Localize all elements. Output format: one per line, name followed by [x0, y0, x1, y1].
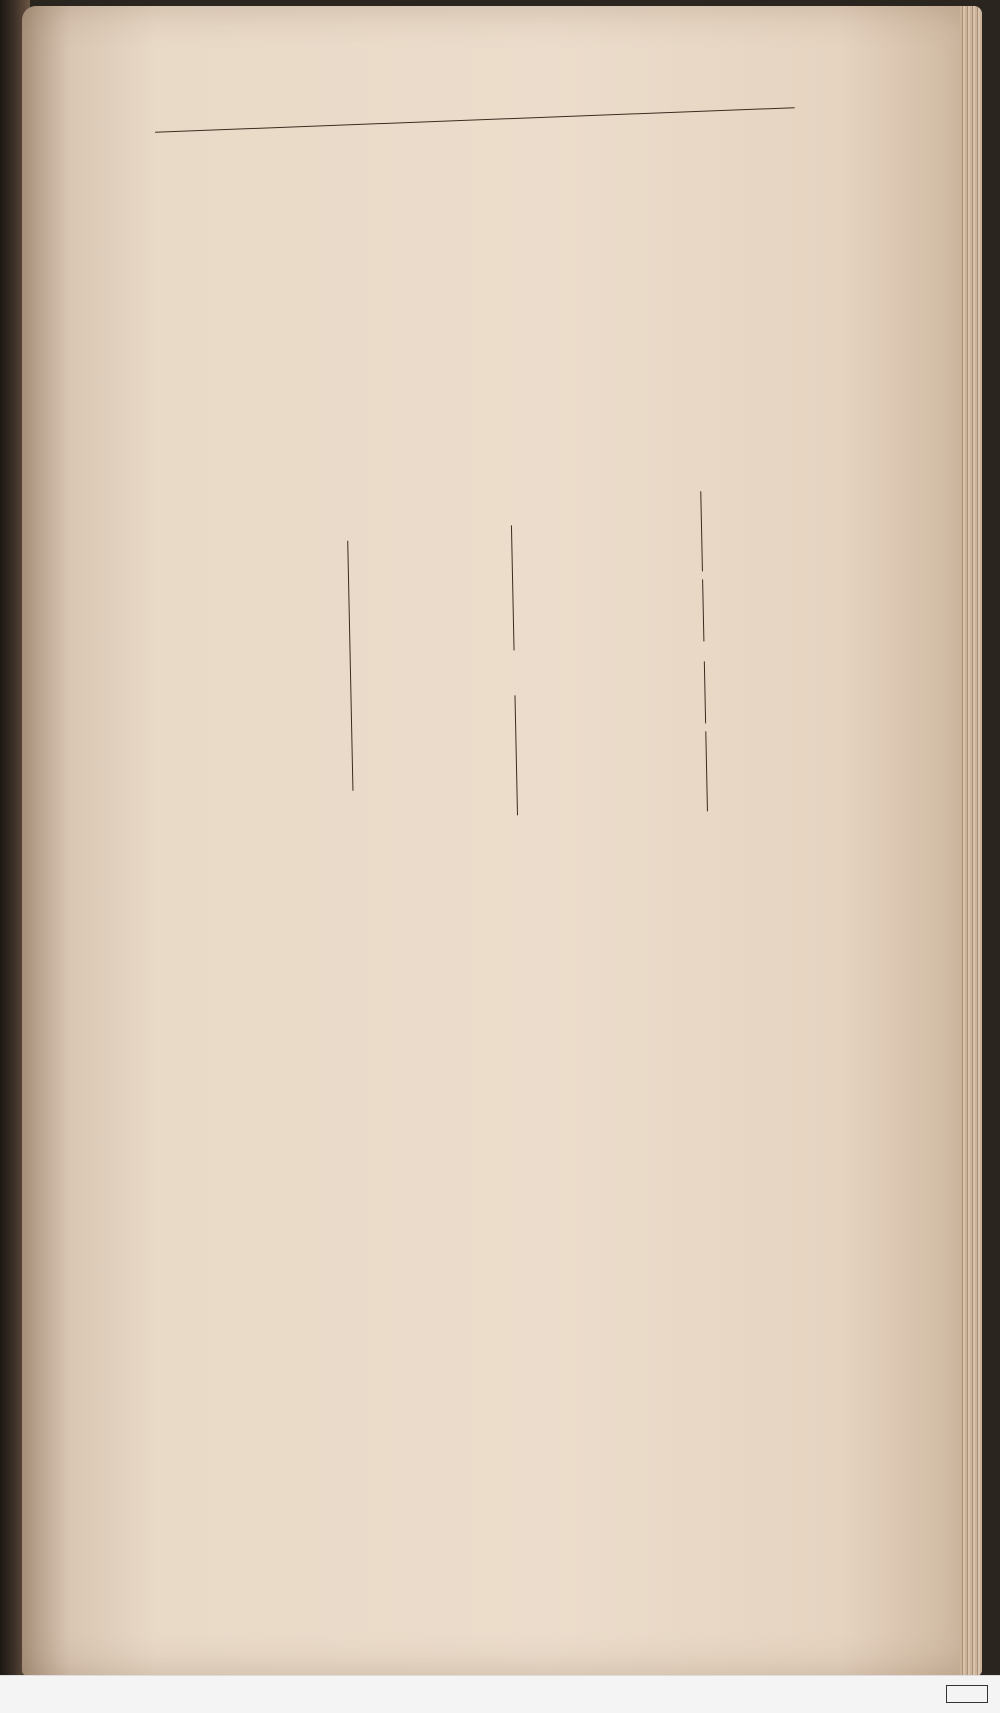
ancestor-6 — [711, 706, 951, 711]
gp4-brace — [705, 731, 708, 811]
grandparent-3 — [520, 671, 700, 675]
digitization-footer — [0, 1675, 1000, 1713]
grandparent-2 — [518, 583, 698, 587]
father-brace — [511, 525, 515, 650]
root-brace — [347, 541, 353, 791]
grandparent-4 — [522, 743, 702, 747]
gp2-brace — [702, 579, 704, 641]
parent-father — [355, 531, 505, 534]
genealogy-table — [195, 516, 982, 862]
ancestor-2 — [707, 526, 947, 531]
ancestor-8 — [712, 778, 952, 783]
mother-brace — [514, 695, 518, 815]
dfg-logo — [946, 1685, 988, 1703]
ancestor-7 — [711, 731, 951, 736]
genealogy-root — [197, 611, 347, 614]
gp3-brace — [704, 661, 706, 723]
ancestor-3 — [708, 578, 948, 583]
ancestor-5 — [710, 656, 950, 661]
ancestor-4 — [709, 606, 949, 611]
parent-mother — [359, 705, 509, 708]
